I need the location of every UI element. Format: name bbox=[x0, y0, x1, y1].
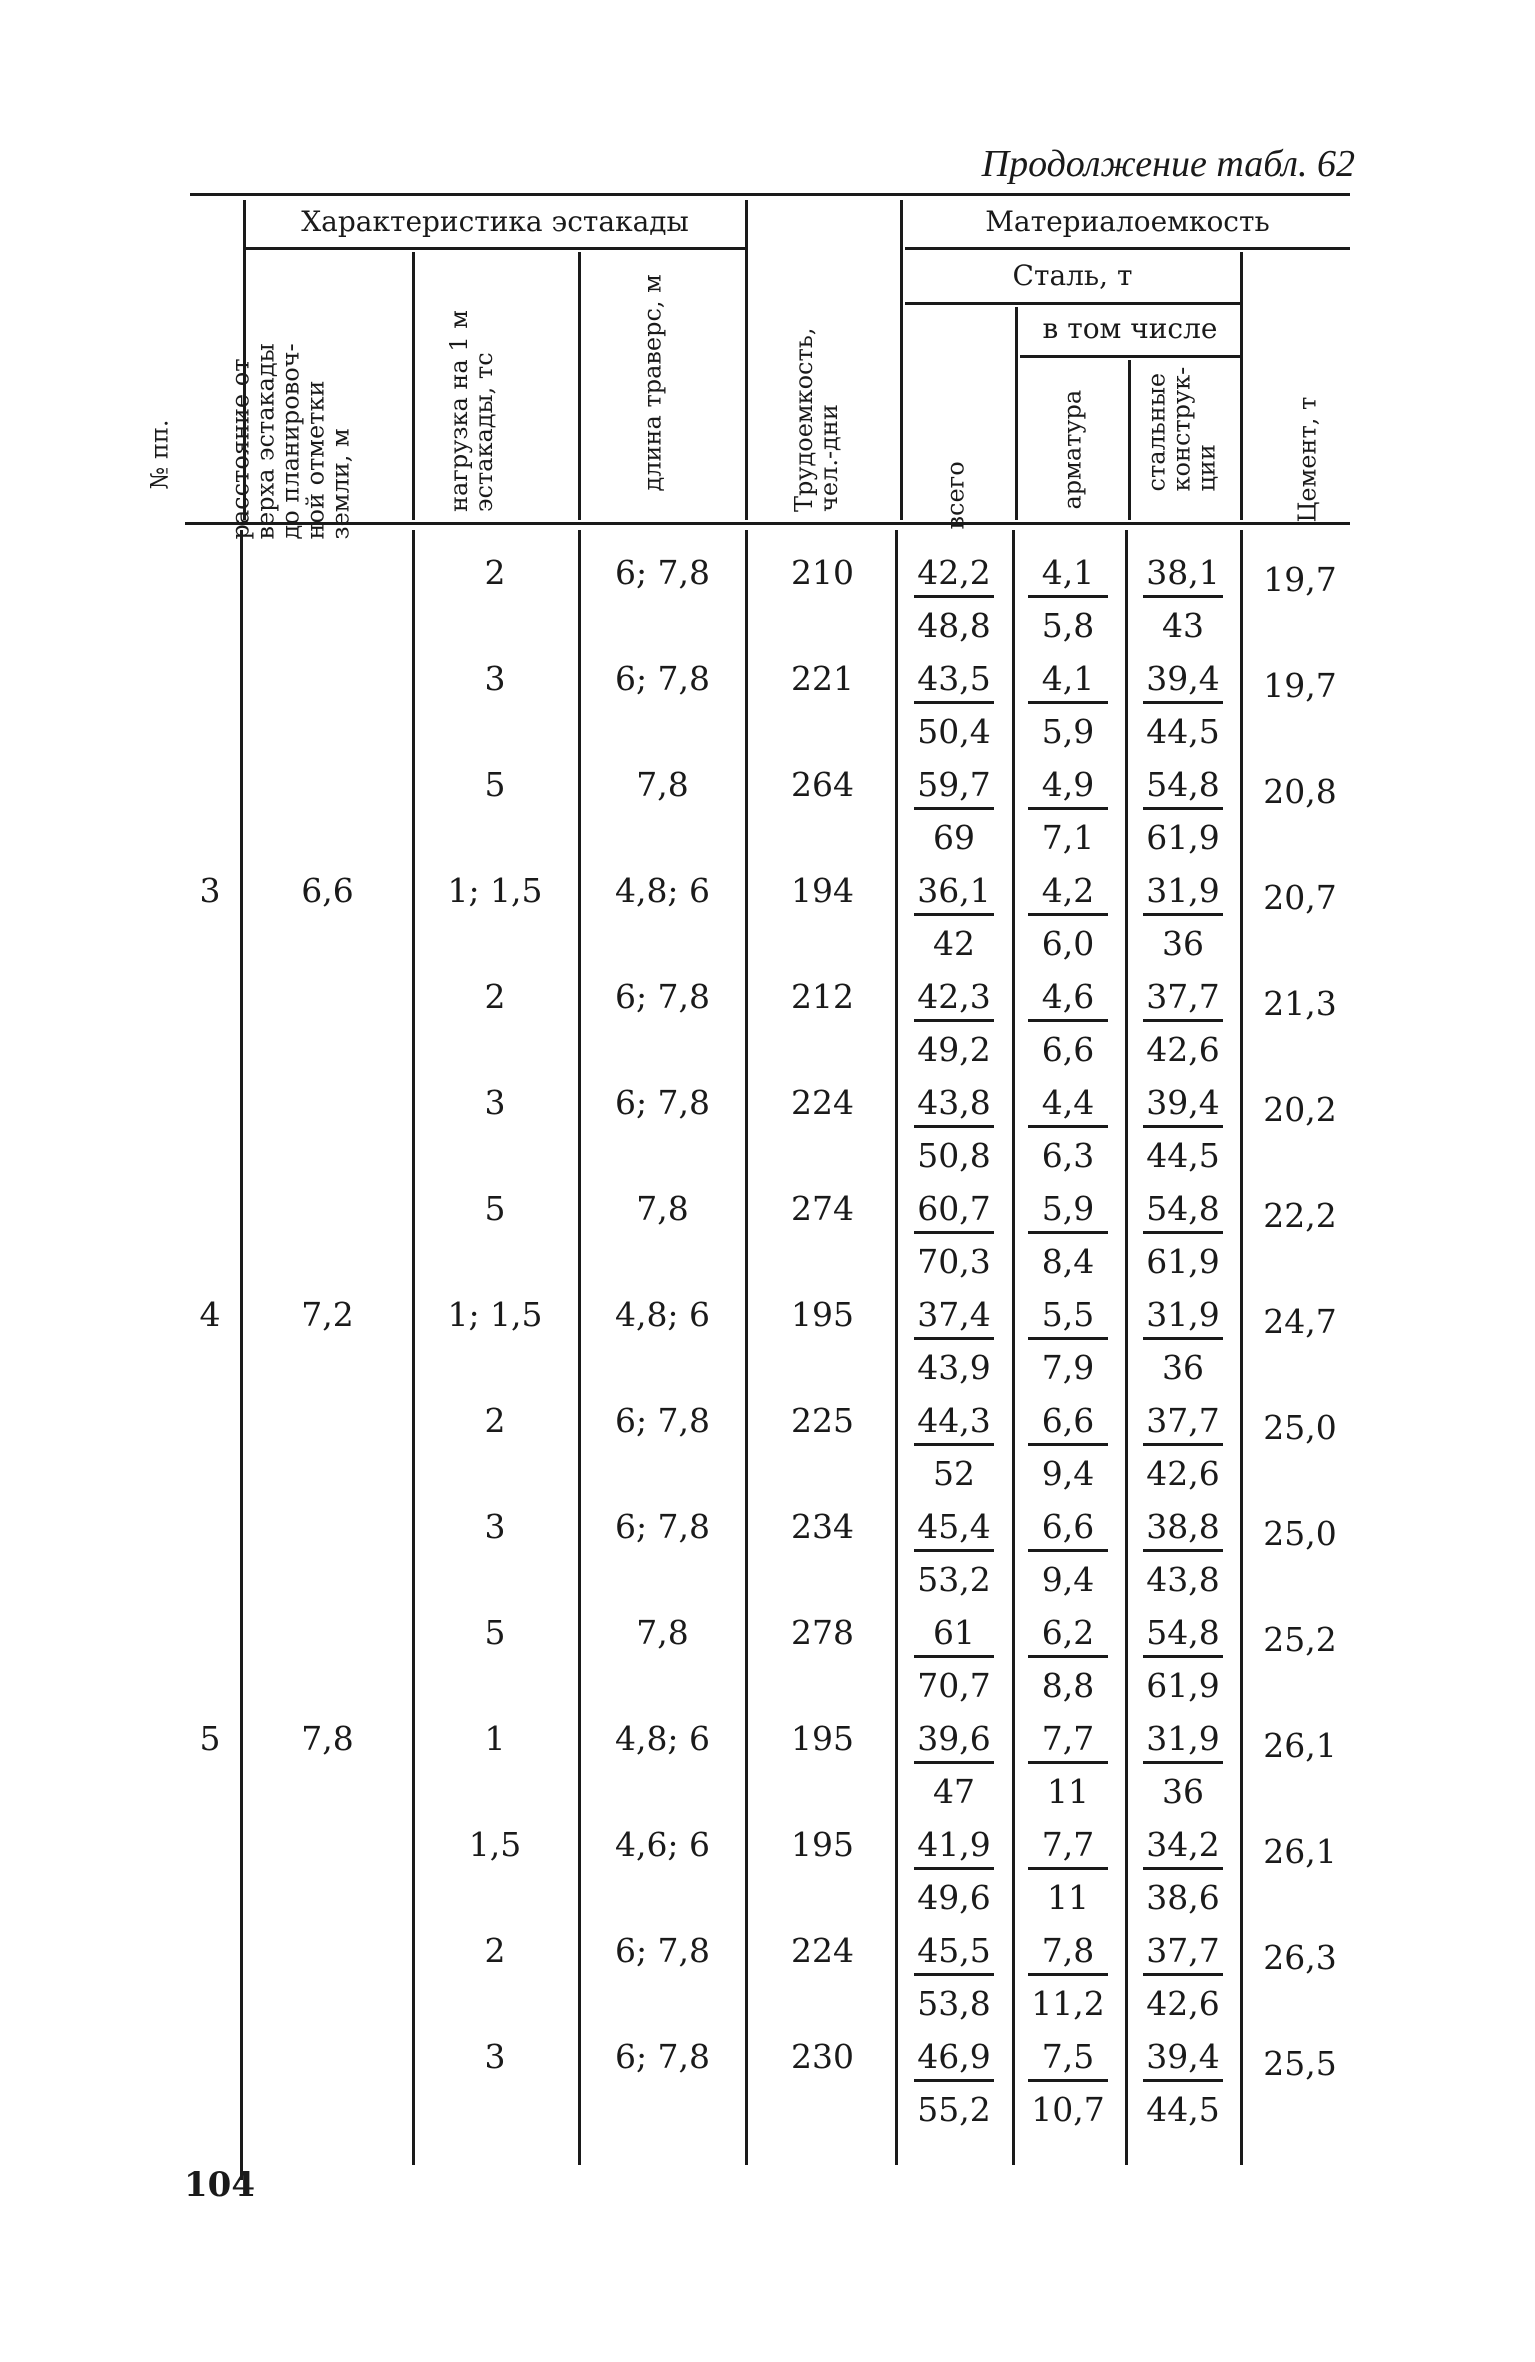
cell-steel: $\frac{31,9}{36}$ bbox=[1143, 1719, 1223, 1812]
cell-rebar: $\frac{5,5}{7,9}$ bbox=[1028, 1295, 1108, 1388]
cell-cement: 24,7 bbox=[1263, 1302, 1337, 1341]
col-header-total: всего bbox=[941, 461, 970, 530]
cell-steel: $\frac{54,8}{61,9}$ bbox=[1143, 1613, 1223, 1706]
header-divider bbox=[412, 252, 415, 520]
cell-labor: 224 bbox=[791, 1083, 854, 1122]
cell-load: 1,5 bbox=[468, 1825, 522, 1864]
cell-rebar: $\frac{4,1}{5,9}$ bbox=[1028, 659, 1108, 752]
col-header-steel-struct: стальные конструк- ции bbox=[1142, 366, 1221, 492]
cell-total: $\frac{42,2}{48,8}$ bbox=[914, 553, 994, 646]
cell-traverse: 7,8 bbox=[636, 1613, 689, 1652]
cell-rebar: $\frac{4,9}{7,1}$ bbox=[1028, 765, 1108, 858]
cell-traverse: 7,8 bbox=[636, 765, 689, 804]
cell-load: 3 bbox=[484, 1083, 506, 1122]
cell-rebar: $\frac{6,6}{9,4}$ bbox=[1028, 1401, 1108, 1494]
cell-steel: $\frac{38,8}{43,8}$ bbox=[1143, 1507, 1223, 1600]
cell-steel: $\frac{39,4}{44,5}$ bbox=[1143, 2037, 1223, 2130]
cell-total: $\frac{39,6}{47}$ bbox=[914, 1719, 994, 1812]
header-divider bbox=[1015, 307, 1018, 520]
cell-labor: 195 bbox=[791, 1825, 854, 1864]
cell-cement: 20,2 bbox=[1263, 1090, 1337, 1129]
body-divider bbox=[412, 530, 415, 2165]
cell-rebar: $\frac{4,1}{5,8}$ bbox=[1028, 553, 1108, 646]
cell-cement: 26,1 bbox=[1263, 1832, 1337, 1871]
cell-traverse: 6; 7,8 bbox=[614, 2037, 711, 2076]
cell-total: $\frac{41,9}{49,6}$ bbox=[914, 1825, 994, 1918]
steel-group-rule bbox=[905, 302, 1240, 305]
cell-steel: $\frac{37,7}{42,6}$ bbox=[1143, 1931, 1223, 2024]
cell-cement: 25,5 bbox=[1263, 2044, 1337, 2083]
cell-steel: $\frac{31,9}{36}$ bbox=[1143, 1295, 1223, 1388]
body-divider bbox=[1012, 530, 1015, 2165]
cell-rebar: $\frac{7,7}{11}$ bbox=[1028, 1719, 1108, 1812]
cell-load: 1; 1,5 bbox=[447, 1295, 543, 1334]
header-divider bbox=[1240, 252, 1243, 520]
body-divider bbox=[578, 530, 581, 2165]
col-header-labor: Трудоемкость, чел.-дни bbox=[790, 327, 843, 512]
cell-steel: $\frac{38,1}{43}$ bbox=[1143, 553, 1223, 646]
cell-steel: $\frac{39,4}{44,5}$ bbox=[1143, 659, 1223, 752]
cell-distance: 7,2 bbox=[301, 1295, 354, 1334]
cell-rebar: $\frac{4,2}{6,0}$ bbox=[1028, 871, 1108, 964]
cell-traverse: 6; 7,8 bbox=[614, 977, 711, 1016]
cell-traverse: 4,8; 6 bbox=[614, 1295, 711, 1334]
body-divider bbox=[1125, 530, 1128, 2165]
cell-steel: $\frac{34,2}{38,6}$ bbox=[1143, 1825, 1223, 1918]
cell-labor: 221 bbox=[791, 659, 854, 698]
cell-load: 2 bbox=[484, 1401, 506, 1440]
cell-cement: 26,1 bbox=[1263, 1726, 1337, 1765]
cell-total: $\frac{36,1}{42}$ bbox=[914, 871, 994, 964]
col-header-traverse: длина траверс, м bbox=[638, 274, 667, 492]
cell-cement: 25,2 bbox=[1263, 1620, 1337, 1659]
cell-rebar: $\frac{6,2}{8,8}$ bbox=[1028, 1613, 1108, 1706]
cell-load: 2 bbox=[484, 1931, 506, 1970]
cell-traverse: 6; 7,8 bbox=[614, 553, 711, 592]
cell-no: 3 bbox=[199, 871, 221, 910]
col-header-rebar: арматура bbox=[1058, 389, 1087, 510]
col-header-load: нагрузка на 1 м эстакады, тс bbox=[445, 310, 498, 512]
cell-cement: 26,3 bbox=[1263, 1938, 1337, 1977]
cell-rebar: $\frac{4,4}{6,3}$ bbox=[1028, 1083, 1108, 1176]
trestle-group-label: Характеристика эстакады bbox=[301, 205, 689, 238]
cell-distance: 7,8 bbox=[301, 1719, 354, 1758]
cell-load: 2 bbox=[484, 977, 506, 1016]
cell-total: $\frac{61}{70,7}$ bbox=[914, 1613, 994, 1706]
cell-traverse: 4,8; 6 bbox=[614, 871, 711, 910]
cell-labor: 274 bbox=[791, 1189, 854, 1228]
cell-total: $\frac{59,7}{69}$ bbox=[914, 765, 994, 858]
cell-load: 1; 1,5 bbox=[447, 871, 543, 910]
cell-cement: 19,7 bbox=[1263, 666, 1337, 705]
steel-group-label: Сталь, т bbox=[1012, 259, 1133, 292]
cell-total: $\frac{43,8}{50,8}$ bbox=[914, 1083, 994, 1176]
cell-traverse: 6; 7,8 bbox=[614, 1931, 711, 1970]
cell-rebar: $\frac{7,7}{11}$ bbox=[1028, 1825, 1108, 1918]
cell-cement: 22,2 bbox=[1263, 1196, 1337, 1235]
cell-load: 3 bbox=[484, 2037, 506, 2076]
cell-no: 5 bbox=[199, 1719, 221, 1758]
table-caption: Продолжение табл. 62 bbox=[981, 143, 1355, 185]
cell-traverse: 7,8 bbox=[636, 1189, 689, 1228]
cell-traverse: 4,8; 6 bbox=[614, 1719, 711, 1758]
cell-labor: 234 bbox=[791, 1507, 854, 1546]
cell-total: $\frac{44,3}{52}$ bbox=[914, 1401, 994, 1494]
cell-total: $\frac{42,3}{49,2}$ bbox=[914, 977, 994, 1070]
cell-steel: $\frac{39,4}{44,5}$ bbox=[1143, 1083, 1223, 1176]
cell-labor: 264 bbox=[791, 765, 854, 804]
cell-rebar: $\frac{4,6}{6,6}$ bbox=[1028, 977, 1108, 1070]
cell-labor: 212 bbox=[791, 977, 854, 1016]
col-header-cement: Цемент, т bbox=[1293, 396, 1322, 523]
body-divider bbox=[745, 530, 748, 2165]
cell-load: 5 bbox=[484, 1613, 506, 1652]
cell-distance: 6,6 bbox=[301, 871, 354, 910]
cell-labor: 210 bbox=[791, 553, 854, 592]
cell-total: $\frac{45,4}{53,2}$ bbox=[914, 1507, 994, 1600]
body-divider bbox=[895, 530, 898, 2165]
table-top-rule bbox=[190, 193, 1350, 196]
cell-traverse: 6; 7,8 bbox=[614, 659, 711, 698]
body-divider bbox=[240, 530, 243, 2180]
cell-cement: 25,0 bbox=[1263, 1514, 1337, 1553]
cell-no: 4 bbox=[199, 1295, 221, 1334]
cell-cement: 19,7 bbox=[1263, 560, 1337, 599]
body-divider bbox=[1240, 530, 1243, 2165]
cell-traverse: 6; 7,8 bbox=[614, 1507, 711, 1546]
trestle-group-rule bbox=[245, 247, 745, 250]
cell-total: $\frac{46,9}{55,2}$ bbox=[914, 2037, 994, 2130]
cell-cement: 20,8 bbox=[1263, 772, 1337, 811]
material-group-rule bbox=[905, 247, 1350, 250]
col-header-row-no: № пп. bbox=[145, 419, 174, 490]
incl-group-label: в том числе bbox=[1042, 312, 1218, 345]
cell-labor: 194 bbox=[791, 871, 854, 910]
cell-cement: 21,3 bbox=[1263, 984, 1337, 1023]
cell-load: 3 bbox=[484, 659, 506, 698]
cell-steel: $\frac{54,8}{61,9}$ bbox=[1143, 1189, 1223, 1282]
cell-steel: $\frac{37,7}{42,6}$ bbox=[1143, 1401, 1223, 1494]
cell-load: 5 bbox=[484, 765, 506, 804]
cell-labor: 230 bbox=[791, 2037, 854, 2076]
header-bottom-rule bbox=[185, 522, 1350, 525]
cell-load: 1 bbox=[484, 1719, 506, 1758]
cell-steel: $\frac{37,7}{42,6}$ bbox=[1143, 977, 1223, 1070]
cell-labor: 278 bbox=[791, 1613, 854, 1652]
cell-rebar: $\frac{7,5}{10,7}$ bbox=[1028, 2037, 1108, 2130]
cell-total: $\frac{43,5}{50,4}$ bbox=[914, 659, 994, 752]
col-header-distance: расстояние от верха эстакады до планировоч- ной отметки земли, м bbox=[226, 343, 355, 540]
cell-steel: $\frac{54,8}{61,9}$ bbox=[1143, 765, 1223, 858]
cell-load: 5 bbox=[484, 1189, 506, 1228]
cell-steel: $\frac{31,9}{36}$ bbox=[1143, 871, 1223, 964]
material-group-label: Материалоемкость bbox=[985, 205, 1270, 238]
cell-traverse: 6; 7,8 bbox=[614, 1083, 711, 1122]
header-divider bbox=[578, 252, 581, 520]
cell-total: $\frac{60,7}{70,3}$ bbox=[914, 1189, 994, 1282]
cell-labor: 195 bbox=[791, 1295, 854, 1334]
cell-rebar: $\frac{5,9}{8,4}$ bbox=[1028, 1189, 1108, 1282]
cell-traverse: 6; 7,8 bbox=[614, 1401, 711, 1440]
cell-load: 3 bbox=[484, 1507, 506, 1546]
cell-labor: 195 bbox=[791, 1719, 854, 1758]
cell-cement: 20,7 bbox=[1263, 878, 1337, 917]
cell-total: $\frac{37,4}{43,9}$ bbox=[914, 1295, 994, 1388]
header-divider bbox=[745, 200, 748, 520]
cell-load: 2 bbox=[484, 553, 506, 592]
cell-labor: 225 bbox=[791, 1401, 854, 1440]
header-divider bbox=[900, 200, 903, 520]
cell-rebar: $\frac{6,6}{9,4}$ bbox=[1028, 1507, 1108, 1600]
cell-rebar: $\frac{7,8}{11,2}$ bbox=[1028, 1931, 1108, 2024]
page-number: 104 bbox=[184, 2165, 255, 2205]
cell-labor: 224 bbox=[791, 1931, 854, 1970]
cell-cement: 25,0 bbox=[1263, 1408, 1337, 1447]
cell-traverse: 4,6; 6 bbox=[614, 1825, 711, 1864]
header-divider bbox=[1128, 360, 1131, 520]
cell-total: $\frac{45,5}{53,8}$ bbox=[914, 1931, 994, 2024]
